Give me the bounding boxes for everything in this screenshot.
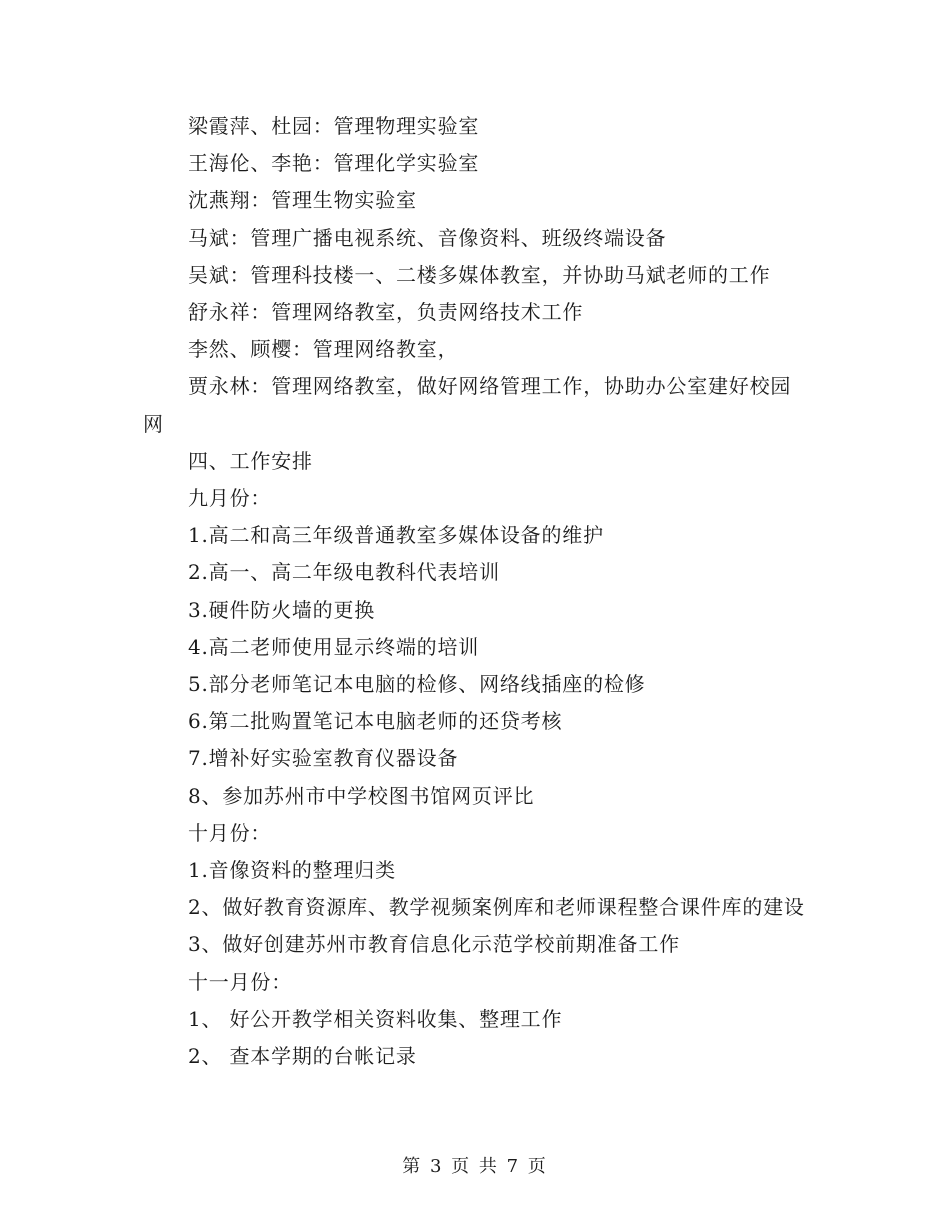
list-item: 1、 好公开教学相关资料收集、整理工作 — [188, 1006, 563, 1031]
list-item: 1.音像资料的整理归类 — [188, 858, 396, 883]
month-heading: 十月份： — [188, 820, 272, 845]
paragraph: 马斌：管理广播电视系统、音像资料、班级终端设备 — [188, 225, 667, 250]
list-item: 3、做好创建苏州市教育信息化示范学校前期准备工作 — [188, 932, 680, 957]
paragraph: 王海伦、李艳：管理化学实验室 — [188, 151, 480, 176]
list-item: 4.高二老师使用显示终端的培训 — [188, 634, 480, 659]
list-item: 2、 查本学期的台帐记录 — [188, 1044, 417, 1069]
month-heading: 十一月份： — [188, 969, 292, 994]
paragraph: 贾永林：管理网络教室，做好网络管理工作，协助办公室建好校园网 — [143, 374, 792, 436]
document-body — [143, 108, 808, 1075]
list-item: 3.硬件防火墙的更换 — [188, 597, 376, 622]
list-item: 1.高二和高三年级普通教室多媒体设备的维护 — [188, 523, 604, 548]
paragraph: 沈燕翔：管理生物实验室 — [188, 188, 417, 213]
list-item: 2、做好教育资源库、教学视频案例库和老师课程整合课件库的建设 — [188, 895, 805, 920]
page-footer: 第 3 页 共 7 页 — [402, 1156, 548, 1177]
section-heading: 四、工作安排 — [188, 448, 313, 473]
list-item: 5.部分老师笔记本电脑的检修、网络线插座的检修 — [188, 672, 646, 697]
paragraph: 李然、顾樱：管理网络教室， — [188, 337, 459, 362]
paragraph: 吴斌：管理科技楼一、二楼多媒体教室，并协助马斌老师的工作 — [188, 262, 771, 287]
list-item: 8、参加苏州市中学校图书馆网页评比 — [188, 783, 535, 808]
list-item: 6.第二批购置笔记本电脑老师的还贷考核 — [188, 709, 563, 734]
paragraph: 梁霞萍、杜园：管理物理实验室 — [188, 114, 480, 138]
month-heading: 九月份： — [188, 486, 272, 511]
list-item: 2.高一、高二年级电教科代表培训 — [188, 560, 500, 585]
list-item: 7.增补好实验室教育仪器设备 — [188, 746, 459, 771]
paragraph: 舒永祥：管理网络教室，负责网络技术工作 — [188, 300, 584, 325]
